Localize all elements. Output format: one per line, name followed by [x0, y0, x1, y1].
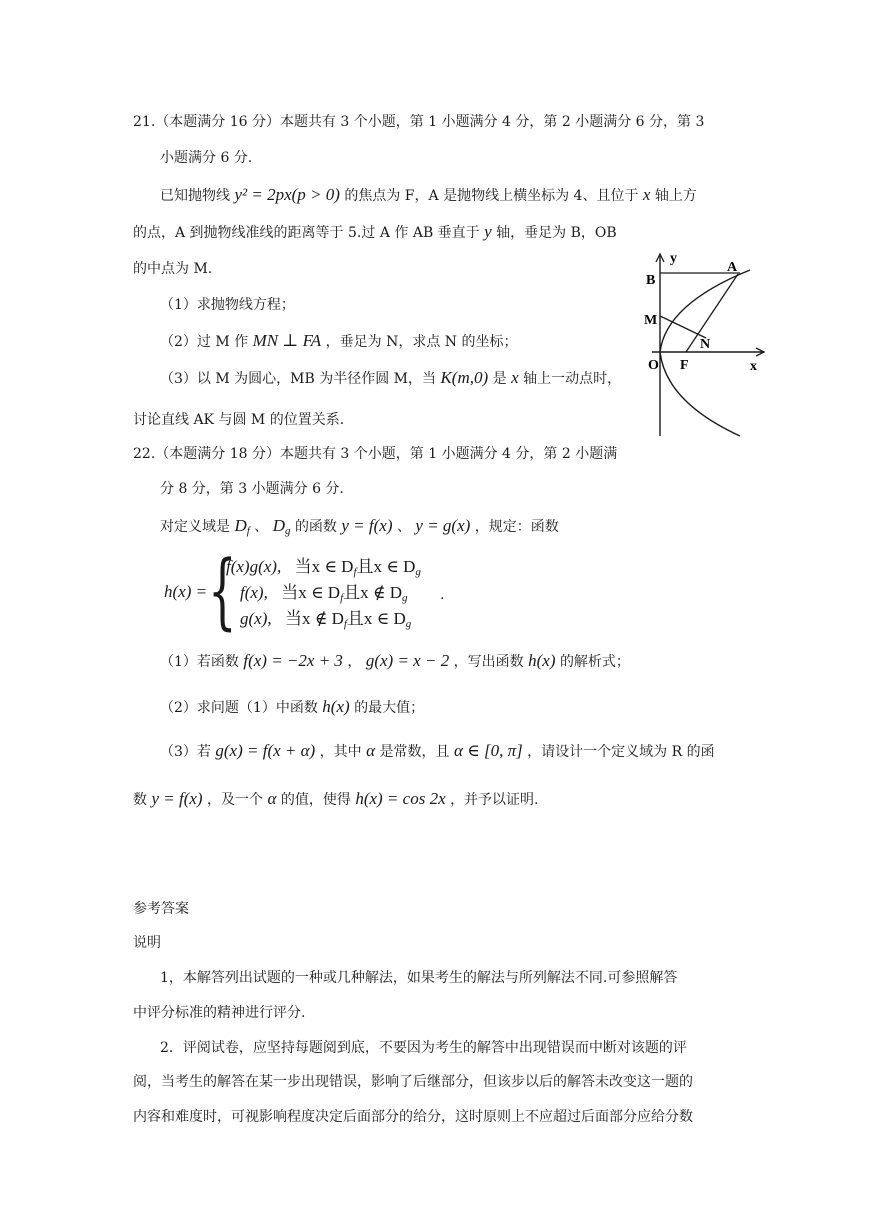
q22-part3c-pre: 数 — [133, 792, 147, 808]
q21-part3 — [160, 367, 621, 390]
q21-header: 21.（本题满分 16 分）本题共有 3 个小题，第 1 小题满分 4 分，第 2 小题满分 6 分，第 3 — [133, 114, 705, 130]
q21-stem-line3: 的中点为 M. — [133, 261, 213, 277]
q22-part3-post: ，请设计一个定义域为 R 的函 — [527, 744, 715, 760]
q22-part3 — [160, 740, 715, 763]
q22-part1-f: f(x) = −2x + 3 — [243, 651, 343, 670]
label-B: B — [646, 273, 656, 288]
q22-def-sep2: 、 — [396, 519, 411, 535]
piecewise-function — [164, 544, 464, 639]
label-y: y — [670, 251, 677, 266]
q21-part3-mid: 是 — [492, 371, 507, 387]
q22-part3-cont — [133, 788, 539, 811]
q22-header: 22.（本题满分 18 分）本题共有 3 个小题，第 1 小题满分 4 分，第 2 小题满 — [133, 446, 618, 462]
q21-part3-x: x — [511, 368, 519, 387]
q22-part3c-alpha: α — [267, 789, 277, 808]
q22-def-g: y = g(x) — [415, 516, 471, 535]
q22-def-Dg: $D_g$ — [272, 516, 291, 537]
answer-item-2: 2．评阅试卷，应坚持每题阅到底，不要因为考生的解答中出现错误而中断对该题的评 — [160, 1040, 687, 1056]
q22-part3-alpha: α — [366, 741, 376, 760]
q22-part1-pre: （1）若函数 — [160, 654, 239, 670]
q22-def-pre: 对定义域是 — [160, 519, 230, 535]
q22-part1-post: 的解析式； — [559, 654, 630, 670]
answer-item-2-cont2: 内容和难度时，可视影响程度决定后面部分的给分，这时原则上不应超过后面部分应给分数 — [133, 1109, 693, 1125]
answer-item-2-cont1: 阅，当考生的解答在某一步出现错误，影响了后继部分，但该步以后的解答未改变这一题的 — [133, 1074, 693, 1090]
q22-part3-eq: g(x) = f(x + α) — [215, 741, 316, 760]
q22-part2-h: h(x) — [322, 697, 350, 716]
q22-header-cont: 分 8 分，第 3 小题满分 6 分. — [160, 481, 344, 497]
q22-definition — [160, 515, 559, 542]
q21-part1: （1）求抛物线方程； — [160, 297, 295, 313]
q22-def-post: ，规定：函数 — [474, 519, 559, 535]
q21-part3-eq: K(m,0) — [440, 368, 489, 387]
q22-part3c-mid: ，及一个 — [207, 792, 264, 808]
label-O: O — [648, 358, 659, 373]
q21-part2 — [160, 330, 518, 353]
q22-def-mid: 的函数 — [294, 519, 337, 535]
q22-part3c-f: y = f(x) — [151, 789, 203, 808]
q21-stem1-post: 轴上方 — [654, 188, 697, 204]
label-A: A — [727, 260, 738, 275]
segment-MN — [660, 316, 706, 338]
q21-part3-post: 轴上一动点时， — [523, 371, 622, 387]
q21-header-cont: 小题满分 6 分. — [160, 150, 253, 166]
label-M: M — [644, 313, 658, 328]
q22-part3-pre: （3）若 — [160, 744, 211, 760]
q22-part1-sep: ， — [347, 654, 362, 670]
q22-part1-h: h(x) — [528, 651, 556, 670]
q22-part3-mid2: 是常数，且 — [379, 744, 450, 760]
q21-stem2-pre: 的点，A 到抛物线准线的距离等于 5.过 A 作 AB 垂直于 — [133, 225, 480, 241]
q21-part3-cont: 讨论直线 AK 与圆 M 的位置关系. — [133, 412, 345, 428]
q21-stem2-y: y — [484, 222, 492, 241]
answer-item-1: 1，本解答列出试题的一种或几种解法，如果考生的解法与所列解法不同.可参照解答 — [160, 970, 678, 986]
answer-title: 参考答案 — [133, 901, 189, 917]
q21-stem1-pre: 已知抛物线 — [160, 188, 230, 204]
answer-item-1-cont: 中评分标准的精神进行评分. — [133, 1005, 306, 1021]
q21-part2-post: ，垂足为 N，求点 N 的坐标； — [325, 334, 518, 350]
q22-part1 — [160, 650, 630, 673]
case-1: f(x)g(x), 当x ∈ $D_f$且x ∈ $D_g$ — [226, 557, 421, 578]
q22-def-sep: 、 — [254, 519, 269, 535]
q22-def-f: y = f(x) — [341, 516, 393, 535]
q21-stem-line1 — [160, 184, 697, 207]
q21-parabola-equation: y² = 2px(p > 0) — [234, 185, 340, 204]
q22-part1-mid: ，写出函数 — [453, 654, 524, 670]
q21-part3-pre: （3）以 M 为圆心，MB 为半径作圆 M，当 — [160, 371, 437, 387]
parabola-figure — [632, 248, 772, 440]
q21-stem2-post: 轴，垂足为 B，OB — [496, 225, 617, 241]
q22-part1-g: g(x) = x − 2 — [365, 651, 450, 670]
q21-stem1-x: x — [642, 185, 651, 204]
case-2: f(x), 当x ∈ $D_f$且x ∉ $D_g$ — [240, 583, 408, 604]
q22-part2-post: 的最大值； — [354, 700, 425, 716]
q22-part3-mid: ，其中 — [319, 744, 362, 760]
q22-part3c-post: ，并予以证明. — [450, 792, 539, 808]
q21-part2-pre: （2）过 M 作 — [160, 334, 249, 350]
label-F: F — [680, 358, 689, 373]
label-N: N — [700, 337, 711, 352]
case-3: g(x), 当x ∉ $D_f$且x ∈ $D_g$ — [240, 609, 412, 630]
q22-part2-pre: （2）求问题（1）中函数 — [160, 700, 318, 716]
q22-part3-range: α ∈ [0, π] — [453, 741, 523, 760]
answer-note: 说明 — [133, 935, 161, 951]
q21-part2-eq: MN ⊥ FA — [252, 331, 322, 350]
left-brace: { — [208, 544, 237, 639]
parabola-curve — [660, 270, 750, 436]
h-label: h(x) = — [164, 582, 208, 601]
q21-stem1-mid: 的焦点为 F，A 是抛物线上横坐标为 4、且位于 — [344, 188, 639, 204]
q22-part2 — [160, 696, 424, 719]
label-x: x — [750, 359, 757, 374]
piecewise-period: . — [440, 587, 445, 603]
q22-def-Df: $D_f$ — [234, 516, 250, 537]
q22-part3c-mid2: 的值，使得 — [280, 792, 351, 808]
q21-stem-line2 — [133, 221, 617, 244]
q22-part3c-eq: h(x) = cos 2x — [355, 789, 446, 808]
segment-FA — [686, 274, 738, 352]
